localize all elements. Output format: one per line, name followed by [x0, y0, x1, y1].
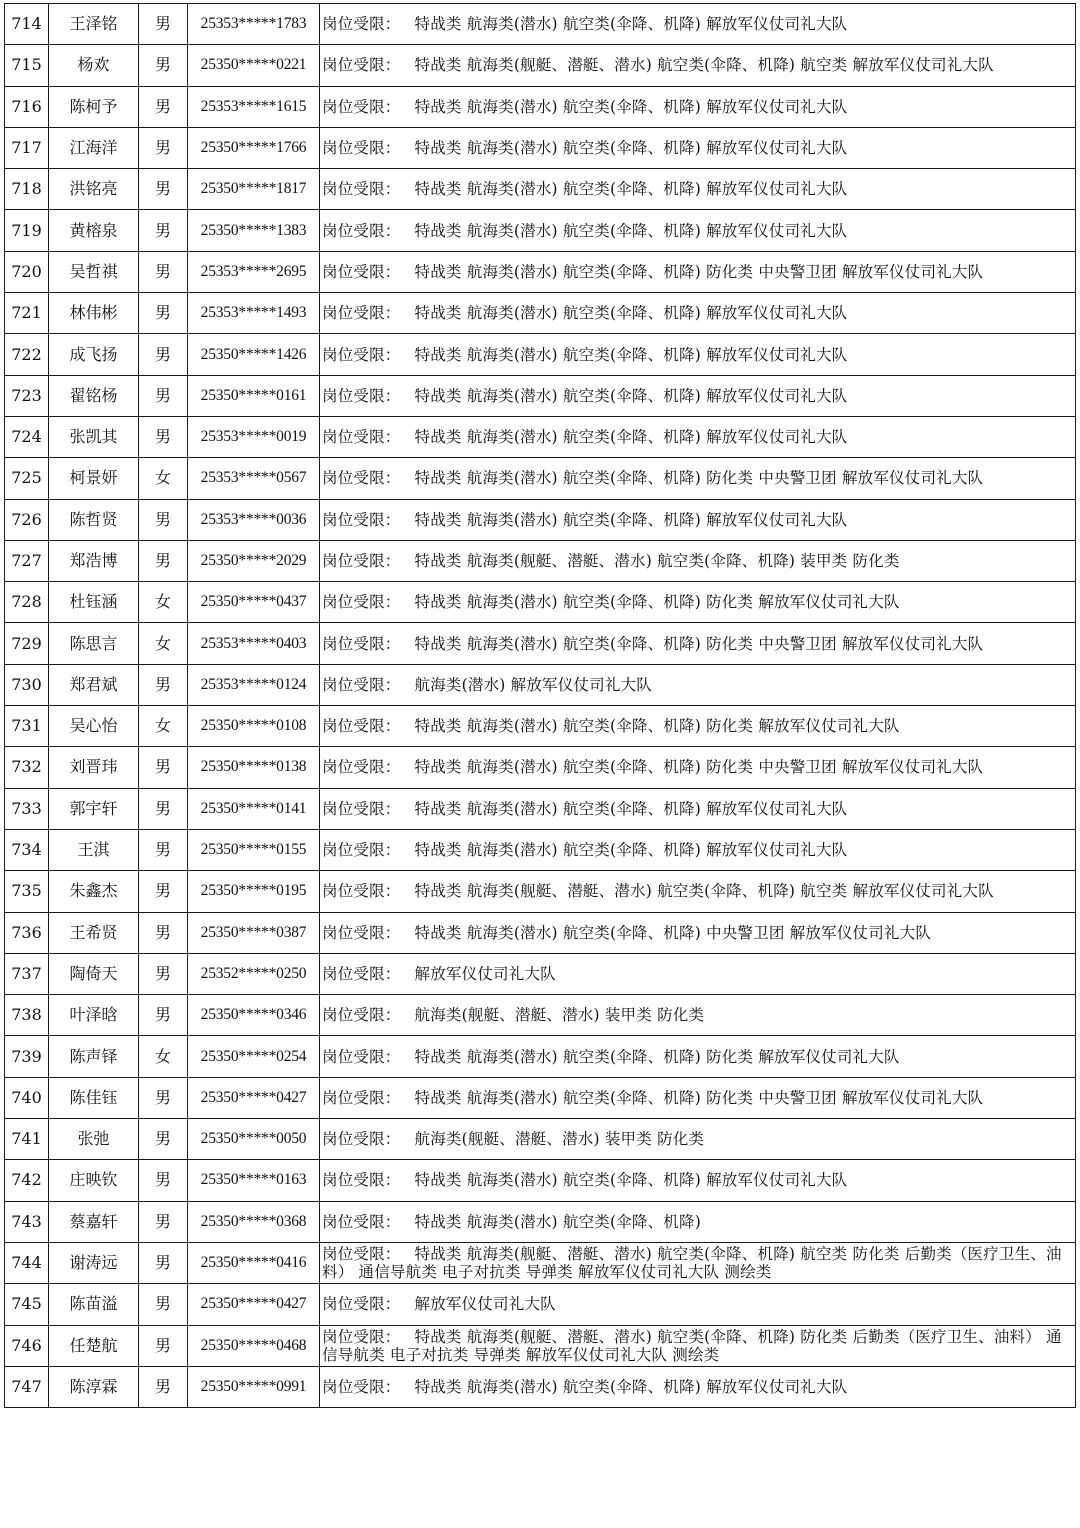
- candidate-sex: 男: [139, 169, 188, 210]
- restriction-label: 岗位受限：: [322, 799, 401, 818]
- candidate-id: 25353*****2695: [188, 251, 320, 292]
- candidate-id: 25350*****0437: [188, 582, 320, 623]
- row-number: 738: [5, 995, 49, 1036]
- candidate-id: 25353*****0567: [188, 458, 320, 499]
- restriction-note: [320, 169, 1076, 210]
- candidate-sex: 男: [139, 540, 188, 581]
- candidate-sex: 男: [139, 293, 188, 334]
- table-row: [5, 169, 1076, 210]
- table-row: [5, 375, 1076, 416]
- table-row: [5, 540, 1076, 581]
- table-row: [5, 1160, 1076, 1201]
- table-row: [5, 1366, 1076, 1407]
- restriction-note: [320, 416, 1076, 457]
- table-row: [5, 1325, 1076, 1366]
- candidate-sex: 男: [139, 747, 188, 788]
- restriction-note: [320, 1119, 1076, 1160]
- restriction-label: 岗位受限：: [322, 1171, 401, 1190]
- row-number: 720: [5, 251, 49, 292]
- candidate-sex: 男: [139, 1201, 188, 1242]
- row-number: 717: [5, 127, 49, 168]
- row-number: 744: [5, 1242, 49, 1283]
- restriction-table-sheet: [4, 3, 1075, 1408]
- restriction-label: 岗位受限：: [322, 56, 401, 75]
- row-number: 734: [5, 829, 49, 870]
- candidate-id: 25350*****0138: [188, 747, 320, 788]
- row-number: 718: [5, 169, 49, 210]
- candidate-id: 25350*****0416: [188, 1242, 320, 1283]
- restriction-note: [320, 458, 1076, 499]
- candidate-sex: 男: [139, 375, 188, 416]
- table-row: [5, 788, 1076, 829]
- candidate-name: 陈淳霖: [49, 1366, 139, 1407]
- restriction-text: 特战类 航海类(潜水) 航空类(伞降、机降) 防化类 解放军仪仗司礼大队: [414, 1047, 900, 1066]
- restriction-note: [320, 4, 1076, 45]
- restriction-text: 特战类 航海类(舰艇、潜艇、潜水) 航空类(伞降、机降) 航空类 解放军仪仗司礼大队: [414, 882, 994, 901]
- candidate-name: 张弛: [49, 1119, 139, 1160]
- candidate-id: 25353*****0036: [188, 499, 320, 540]
- restriction-label: 岗位受限：: [322, 1130, 401, 1149]
- candidate-sex: 男: [139, 995, 188, 1036]
- restriction-text: 特战类 航海类(潜水) 航空类(伞降、机降) 解放军仪仗司礼大队: [414, 345, 848, 364]
- candidate-name: 陶倚天: [49, 953, 139, 994]
- restriction-note: [320, 1366, 1076, 1407]
- restriction-text: 特战类 航海类(潜水) 航空类(伞降、机降): [414, 1212, 701, 1231]
- candidate-name: 杜钰涵: [49, 582, 139, 623]
- row-number: 714: [5, 4, 49, 45]
- row-number: 729: [5, 623, 49, 664]
- restriction-label: 岗位受限：: [322, 386, 401, 405]
- row-number: 746: [5, 1325, 49, 1366]
- table-row: [5, 1284, 1076, 1325]
- table-row: [5, 4, 1076, 45]
- candidate-name: 郑浩博: [49, 540, 139, 581]
- candidate-name: 张凯其: [49, 416, 139, 457]
- restriction-text: 特战类 航海类(潜水) 航空类(伞降、机降) 解放军仪仗司礼大队: [414, 15, 848, 34]
- row-number: 741: [5, 1119, 49, 1160]
- restriction-label: 岗位受限：: [322, 964, 401, 983]
- restriction-note: [320, 912, 1076, 953]
- table-row: [5, 499, 1076, 540]
- table-row: [5, 251, 1076, 292]
- restriction-text: 航海类(潜水) 解放军仪仗司礼大队: [414, 675, 652, 694]
- candidate-name: 郑君斌: [49, 664, 139, 705]
- restriction-note: [320, 1284, 1076, 1325]
- restriction-label: 岗位受限：: [322, 180, 401, 199]
- candidate-name: 翟铭杨: [49, 375, 139, 416]
- restriction-note: [320, 664, 1076, 705]
- restriction-note: [320, 210, 1076, 251]
- restriction-note: [320, 334, 1076, 375]
- restriction-label: 岗位受限：: [322, 15, 401, 34]
- restriction-label: 岗位受限：: [322, 469, 401, 488]
- candidate-id: 25353*****0403: [188, 623, 320, 664]
- candidate-name: 朱鑫杰: [49, 871, 139, 912]
- row-number: 739: [5, 1036, 49, 1077]
- restriction-label: 岗位受限：: [322, 345, 401, 364]
- table-row: [5, 1242, 1076, 1283]
- restriction-text: 特战类 航海类(潜水) 航空类(伞降、机降) 解放军仪仗司礼大队: [414, 386, 848, 405]
- row-number: 719: [5, 210, 49, 251]
- restriction-label: 岗位受限：: [322, 758, 401, 777]
- candidate-name: 陈柯予: [49, 86, 139, 127]
- row-number: 716: [5, 86, 49, 127]
- candidate-name: 陈思言: [49, 623, 139, 664]
- candidate-sex: 男: [139, 1160, 188, 1201]
- row-number: 733: [5, 788, 49, 829]
- restriction-note: [320, 871, 1076, 912]
- table-row: [5, 458, 1076, 499]
- candidate-name: 杨欢: [49, 45, 139, 86]
- restriction-text: 特战类 航海类(潜水) 航空类(伞降、机降) 解放军仪仗司礼大队: [414, 139, 848, 158]
- table-row: [5, 293, 1076, 334]
- candidate-sex: 女: [139, 582, 188, 623]
- restriction-text: 特战类 航海类(潜水) 航空类(伞降、机降) 防化类 中央警卫团 解放军仪仗司礼大队: [414, 469, 984, 488]
- candidate-name: 黄榕泉: [49, 210, 139, 251]
- row-number: 747: [5, 1366, 49, 1407]
- restriction-note: [320, 1242, 1076, 1283]
- restriction-label: 岗位受限：: [322, 923, 401, 942]
- restriction-note: [320, 747, 1076, 788]
- candidate-sex: 男: [139, 4, 188, 45]
- candidate-id: 25353*****1493: [188, 293, 320, 334]
- table-row: [5, 1036, 1076, 1077]
- candidate-name: 江海洋: [49, 127, 139, 168]
- candidate-id: 25350*****0141: [188, 788, 320, 829]
- candidate-id: 25350*****1383: [188, 210, 320, 251]
- restriction-label: 岗位受限：: [322, 675, 401, 694]
- restriction-note: [320, 1325, 1076, 1366]
- table-row: [5, 86, 1076, 127]
- candidate-sex: 男: [139, 829, 188, 870]
- restriction-label: 岗位受限：: [322, 304, 401, 323]
- candidate-name: 陈佳钰: [49, 1077, 139, 1118]
- restriction-label: 岗位受限：: [322, 1047, 401, 1066]
- candidate-sex: 男: [139, 1366, 188, 1407]
- candidate-name: 庄映钦: [49, 1160, 139, 1201]
- restriction-text: 特战类 航海类(潜水) 航空类(伞降、机降) 解放军仪仗司礼大队: [414, 1171, 848, 1190]
- row-number: 721: [5, 293, 49, 334]
- restriction-text: 特战类 航海类(潜水) 航空类(伞降、机降) 解放军仪仗司礼大队: [414, 510, 848, 529]
- candidate-sex: 男: [139, 664, 188, 705]
- candidate-id: 25350*****2029: [188, 540, 320, 581]
- restriction-label: 岗位受限：: [322, 552, 401, 570]
- table-row: [5, 210, 1076, 251]
- row-number: 715: [5, 45, 49, 86]
- table-row: [5, 416, 1076, 457]
- restriction-text: 特战类 航海类(潜水) 航空类(伞降、机降) 解放军仪仗司礼大队: [414, 97, 848, 116]
- restriction-note: [320, 540, 1076, 581]
- row-number: 722: [5, 334, 49, 375]
- candidate-id: 25352*****0250: [188, 953, 320, 994]
- restriction-label: 岗位受限：: [322, 221, 401, 240]
- restriction-label: 岗位受限：: [322, 882, 401, 901]
- row-number: 730: [5, 664, 49, 705]
- restriction-note: [320, 582, 1076, 623]
- candidate-name: 洪铭亮: [49, 169, 139, 210]
- restriction-text: 特战类 航海类(潜水) 航空类(伞降、机降) 解放军仪仗司礼大队: [414, 841, 848, 860]
- row-number: 723: [5, 375, 49, 416]
- restriction-label: 岗位受限：: [322, 510, 401, 529]
- restriction-label: 岗位受限：: [322, 1245, 401, 1264]
- table-row: [5, 1119, 1076, 1160]
- restriction-text: 特战类 航海类(潜水) 航空类(伞降、机降) 防化类 解放军仪仗司礼大队: [414, 717, 900, 736]
- row-number: 728: [5, 582, 49, 623]
- candidate-id: 25350*****0195: [188, 871, 320, 912]
- restriction-label: 岗位受限：: [322, 1295, 401, 1314]
- restriction-table: [4, 3, 1076, 1408]
- table-row: [5, 127, 1076, 168]
- candidate-id: 25350*****0368: [188, 1201, 320, 1242]
- candidate-id: 25350*****0108: [188, 706, 320, 747]
- candidate-sex: 男: [139, 251, 188, 292]
- candidate-name: 吴哲祺: [49, 251, 139, 292]
- candidate-id: 25350*****0991: [188, 1366, 320, 1407]
- restriction-text: 特战类 航海类(潜水) 航空类(伞降、机降) 中央警卫团 解放军仪仗司礼大队: [414, 923, 932, 942]
- candidate-id: 25350*****0427: [188, 1284, 320, 1325]
- restriction-text: 航海类(舰艇、潜艇、潜水) 装甲类 防化类: [414, 1130, 705, 1149]
- candidate-id: 25350*****0155: [188, 829, 320, 870]
- candidate-sex: 男: [139, 86, 188, 127]
- candidate-id: 25350*****0163: [188, 1160, 320, 1201]
- restriction-label: 岗位受限：: [322, 262, 401, 281]
- candidate-sex: 男: [139, 1325, 188, 1366]
- candidate-sex: 女: [139, 458, 188, 499]
- candidate-name: 陈哲贤: [49, 499, 139, 540]
- candidate-id: 25353*****1615: [188, 86, 320, 127]
- candidate-id: 25350*****0254: [188, 1036, 320, 1077]
- table-row: [5, 829, 1076, 870]
- row-number: 726: [5, 499, 49, 540]
- restriction-label: 岗位受限：: [322, 634, 401, 653]
- candidate-id: 25350*****0468: [188, 1325, 320, 1366]
- restriction-note: [320, 375, 1076, 416]
- table-row: [5, 747, 1076, 788]
- restriction-text: 特战类 航海类(潜水) 航空类(伞降、机降) 防化类 解放军仪仗司礼大队: [414, 593, 900, 612]
- table-row: [5, 1201, 1076, 1242]
- candidate-id: 25350*****1426: [188, 334, 320, 375]
- table-row: [5, 582, 1076, 623]
- candidate-sex: 女: [139, 623, 188, 664]
- candidate-name: 王泽铭: [49, 4, 139, 45]
- restriction-note: [320, 45, 1076, 86]
- row-number: 732: [5, 747, 49, 788]
- candidate-sex: 男: [139, 1284, 188, 1325]
- candidate-sex: 男: [139, 912, 188, 953]
- restriction-label: 岗位受限：: [322, 841, 401, 860]
- candidate-name: 谢涛远: [49, 1242, 139, 1283]
- candidate-id: 25350*****0161: [188, 375, 320, 416]
- row-number: 745: [5, 1284, 49, 1325]
- candidate-sex: 男: [139, 210, 188, 251]
- restriction-text: 解放军仪仗司礼大队: [414, 1295, 556, 1314]
- candidate-name: 陈苗溢: [49, 1284, 139, 1325]
- candidate-sex: 男: [139, 1242, 188, 1283]
- candidate-sex: 男: [139, 416, 188, 457]
- restriction-note: [320, 829, 1076, 870]
- candidate-name: 刘晋玮: [49, 747, 139, 788]
- restriction-text: 特战类 航海类(潜水) 航空类(伞降、机降) 防化类 中央警卫团 解放军仪仗司礼大队: [414, 1088, 984, 1107]
- row-number: 736: [5, 912, 49, 953]
- candidate-name: 林伟彬: [49, 293, 139, 334]
- candidate-name: 王希贤: [49, 912, 139, 953]
- restriction-text: 特战类 航海类(潜水) 航空类(伞降、机降) 解放军仪仗司礼大队: [414, 799, 848, 818]
- table-row: [5, 912, 1076, 953]
- candidate-name: 郭宇轩: [49, 788, 139, 829]
- table-body: [5, 4, 1076, 1408]
- candidate-id: 25353*****0124: [188, 664, 320, 705]
- candidate-sex: 男: [139, 953, 188, 994]
- candidate-id: 25353*****0019: [188, 416, 320, 457]
- candidate-name: 成飞扬: [49, 334, 139, 375]
- restriction-text: 特战类 航海类(潜水) 航空类(伞降、机降) 防化类 中央警卫团 解放军仪仗司礼大队: [414, 262, 984, 281]
- restriction-note: [320, 1201, 1076, 1242]
- candidate-id: 25350*****0221: [188, 45, 320, 86]
- candidate-id: 25353*****1783: [188, 4, 320, 45]
- restriction-note: [320, 995, 1076, 1036]
- restriction-note: [320, 1077, 1076, 1118]
- candidate-id: 25350*****1817: [188, 169, 320, 210]
- table-row: [5, 623, 1076, 664]
- restriction-note: [320, 1160, 1076, 1201]
- restriction-label: 岗位受限：: [322, 428, 401, 447]
- candidate-name: 叶泽晗: [49, 995, 139, 1036]
- table-row: [5, 45, 1076, 86]
- candidate-name: 王淇: [49, 829, 139, 870]
- restriction-note: [320, 706, 1076, 747]
- restriction-text: 特战类 航海类(潜水) 航空类(伞降、机降) 解放军仪仗司礼大队: [414, 1377, 848, 1396]
- row-number: 742: [5, 1160, 49, 1201]
- row-number: 740: [5, 1077, 49, 1118]
- candidate-sex: 女: [139, 1036, 188, 1077]
- candidate-name: 蔡嘉轩: [49, 1201, 139, 1242]
- restriction-note: [320, 127, 1076, 168]
- candidate-sex: 男: [139, 127, 188, 168]
- row-number: 727: [5, 540, 49, 581]
- candidate-sex: 男: [139, 499, 188, 540]
- restriction-text: 特战类 航海类(潜水) 航空类(伞降、机降) 解放军仪仗司礼大队: [414, 428, 848, 447]
- candidate-name: 陈声铎: [49, 1036, 139, 1077]
- restriction-note: [320, 953, 1076, 994]
- row-number: 743: [5, 1201, 49, 1242]
- candidate-sex: 男: [139, 1119, 188, 1160]
- restriction-note: [320, 499, 1076, 540]
- candidate-name: 柯景妍: [49, 458, 139, 499]
- restriction-text: 特战类 航海类(舰艇、潜艇、潜水) 航空类(伞降、机降) 装甲类 防化类: [414, 552, 900, 570]
- restriction-note: [320, 293, 1076, 334]
- restriction-label: 岗位受限：: [322, 139, 401, 158]
- row-number: 731: [5, 706, 49, 747]
- restriction-label: 岗位受限：: [322, 593, 401, 612]
- table-row: [5, 334, 1076, 375]
- restriction-label: 岗位受限：: [322, 1006, 401, 1025]
- candidate-id: 25350*****0050: [188, 1119, 320, 1160]
- restriction-note: [320, 623, 1076, 664]
- candidate-id: 25350*****0387: [188, 912, 320, 953]
- table-row: [5, 1077, 1076, 1118]
- restriction-note: [320, 788, 1076, 829]
- candidate-name: 吴心怡: [49, 706, 139, 747]
- restriction-text: 特战类 航海类(舰艇、潜艇、潜水) 航空类(伞降、机降) 航空类 防化类 后勤类（医疗卫生、油料） 通信导航类 电子对抗类 导弹类 解放军仪仗司礼大队 测绘类: [322, 1245, 1062, 1282]
- candidate-sex: 男: [139, 788, 188, 829]
- candidate-id: 25350*****0346: [188, 995, 320, 1036]
- row-number: 735: [5, 871, 49, 912]
- restriction-label: 岗位受限：: [322, 1088, 401, 1107]
- restriction-text: 特战类 航海类(舰艇、潜艇、潜水) 航空类(伞降、机降) 防化类 后勤类（医疗卫生、油料） 通信导航类 电子对抗类 导弹类 解放军仪仗司礼大队 测绘类: [322, 1327, 1062, 1364]
- candidate-sex: 男: [139, 871, 188, 912]
- candidate-name: 任楚航: [49, 1325, 139, 1366]
- restriction-label: 岗位受限：: [322, 1327, 401, 1346]
- candidate-sex: 男: [139, 334, 188, 375]
- restriction-note: [320, 1036, 1076, 1077]
- restriction-note: [320, 251, 1076, 292]
- restriction-label: 岗位受限：: [322, 1212, 401, 1231]
- restriction-label: 岗位受限：: [322, 97, 401, 116]
- restriction-text: 特战类 航海类(舰艇、潜艇、潜水) 航空类(伞降、机降) 航空类 解放军仪仗司礼大队: [414, 56, 994, 75]
- restriction-text: 解放军仪仗司礼大队: [414, 964, 556, 983]
- candidate-sex: 男: [139, 45, 188, 86]
- restriction-label: 岗位受限：: [322, 717, 401, 736]
- table-row: [5, 706, 1076, 747]
- row-number: 725: [5, 458, 49, 499]
- candidate-sex: 男: [139, 1077, 188, 1118]
- row-number: 737: [5, 953, 49, 994]
- restriction-text: 特战类 航海类(潜水) 航空类(伞降、机降) 解放军仪仗司礼大队: [414, 221, 848, 240]
- candidate-id: 25350*****1766: [188, 127, 320, 168]
- candidate-id: 25350*****0427: [188, 1077, 320, 1118]
- table-row: [5, 664, 1076, 705]
- candidate-sex: 女: [139, 706, 188, 747]
- restriction-label: 岗位受限：: [322, 1377, 401, 1396]
- restriction-text: 特战类 航海类(潜水) 航空类(伞降、机降) 防化类 中央警卫团 解放军仪仗司礼大队: [414, 758, 984, 777]
- restriction-note: [320, 86, 1076, 127]
- restriction-text: 特战类 航海类(潜水) 航空类(伞降、机降) 解放军仪仗司礼大队: [414, 304, 848, 323]
- table-row: [5, 953, 1076, 994]
- restriction-text: 特战类 航海类(潜水) 航空类(伞降、机降) 防化类 中央警卫团 解放军仪仗司礼大队: [414, 634, 984, 653]
- table-row: [5, 871, 1076, 912]
- restriction-text: 航海类(舰艇、潜艇、潜水) 装甲类 防化类: [414, 1006, 705, 1025]
- table-row: [5, 995, 1076, 1036]
- row-number: 724: [5, 416, 49, 457]
- restriction-text: 特战类 航海类(潜水) 航空类(伞降、机降) 解放军仪仗司礼大队: [414, 180, 848, 199]
